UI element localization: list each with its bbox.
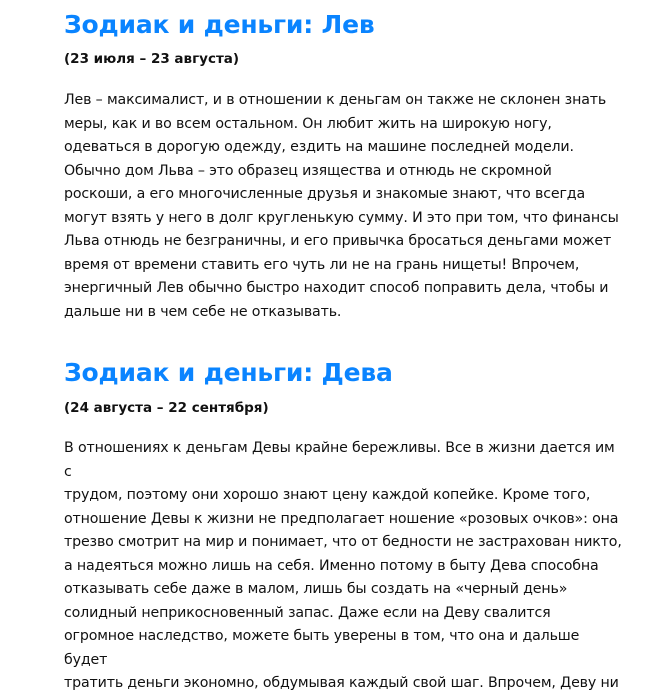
section-dates-leo: (23 июля – 23 августа) [64, 51, 240, 67]
section-title-leo: Зодиак и деньги: Лев [64, 10, 375, 39]
section-dates-virgo: (24 августа – 22 сентября) [64, 400, 269, 416]
section-body-virgo: В отношениях к деньгам Девы крайне бережливы. Все в жизни дается им с трудом, поэтому они хорошо знают цену каждой копейке. Кроме того, отношение Девы к жизни не предполагает ношение «розовых очков»: она трезво смотрит на мир и понимает, что от бедности не застрахован никто, а надеяться можно лишь на себя. Именно потому в быту Дева способна отказывать себе даже в малом, лишь бы создать на «черный день» солидный неприкосновенный запас. Даже если на Деву свалится огромное наследство, можете быть уверены в том, что она и дальше будет тратить деньги экономно, обдумывая каждый свой шаг. Впрочем, Деву ни [64, 440, 622, 691]
section-body-leo: Лев – максималист, и в отношении к деньгам он также не склонен знать меры, как и во всем остальном. Он любит жить на широкую ногу, одеваться в дорогую одежду, ездить на машине последней модели. Обычно дом Льва – это образец изящества и отнюдь не скромной роскоши, а его многочисленные друзья и знакомые знают, что всегда могут взять у него в долг кругленькую сумму. И это при том, что финансы Льва отнюдь не безграничны, и его привычка бросаться деньгами может время от времени ставить его чуть ли не на грань нищеты! Впрочем, энергичный Лев обычно быстро находит способ поправить дела, чтобы и дальше ни в чем себе не отказывать. [64, 92, 619, 320]
section-title-virgo: Зодиак и деньги: Дева [64, 358, 393, 387]
